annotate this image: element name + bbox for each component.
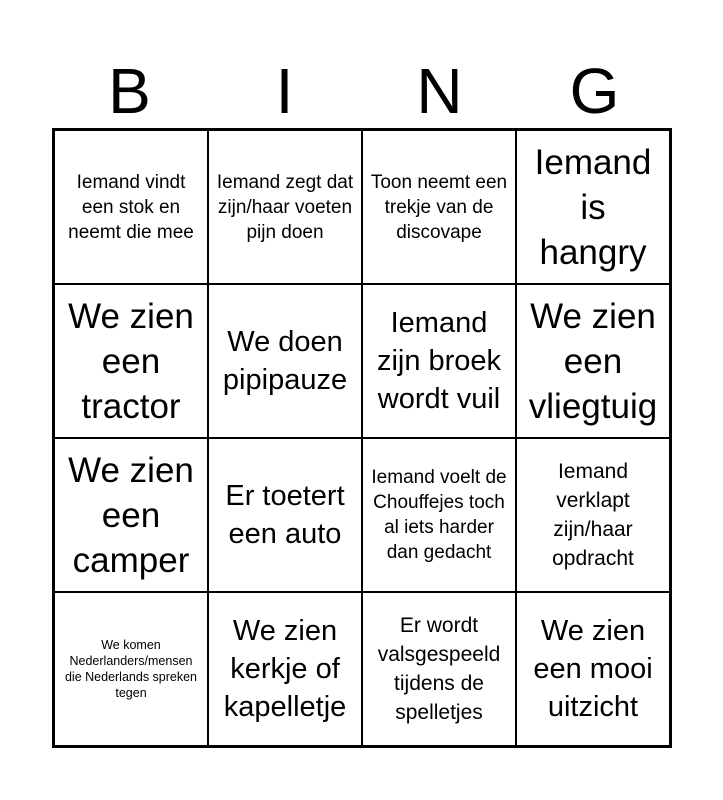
bingo-cell-r2c1[interactable] xyxy=(54,284,208,438)
cell-text: We zien kerkje of kapelletje xyxy=(223,615,347,723)
bingo-grid xyxy=(52,128,672,748)
bingo-cell-r4c2[interactable] xyxy=(208,592,362,746)
bingo-header xyxy=(52,55,672,127)
cell-text: Er wordt valsgespeeld tijdens de spelletjes xyxy=(377,614,501,724)
header-letter-i: I xyxy=(275,55,294,127)
bingo-cell-r1c3[interactable] xyxy=(362,130,516,284)
bingo-cell-r2c4[interactable] xyxy=(516,284,670,438)
bingo-cell-r4c3[interactable] xyxy=(362,592,516,746)
cell-text: We komen Nederlanders/mensen die Nederlands spreken tegen xyxy=(64,638,198,700)
cell-text: Iemand verklapt zijn/haar opdracht xyxy=(552,460,634,570)
bingo-cell-r3c3[interactable] xyxy=(362,438,516,592)
cell-text: We zien een mooi uitzicht xyxy=(533,615,653,723)
cell-text: Iemand zijn broek wordt vuil xyxy=(376,307,502,415)
bingo-cell-r1c2[interactable] xyxy=(208,130,362,284)
bingo-cell-r2c2[interactable] xyxy=(208,284,362,438)
bingo-cell-r3c1[interactable] xyxy=(54,438,208,592)
bingo-cell-r3c4[interactable] xyxy=(516,438,670,592)
bingo-cell-r2c3[interactable] xyxy=(362,284,516,438)
cell-text: Iemand is hangry xyxy=(534,142,652,272)
cell-text: We zien een camper xyxy=(68,450,194,580)
cell-text: We zien een vliegtuig xyxy=(528,296,658,426)
cell-text: Toon neemt een trekje van de discovape xyxy=(370,171,508,243)
header-letter-b: B xyxy=(108,55,151,127)
cell-text: Er toetert een auto xyxy=(225,480,345,550)
header-letter-n: N xyxy=(416,55,463,127)
cell-text: Iemand zegt dat zijn/haar voeten pijn doen xyxy=(216,171,354,243)
bingo-cell-r4c4[interactable] xyxy=(516,592,670,746)
cell-text: We zien een tractor xyxy=(68,296,194,426)
bingo-cell-r3c2[interactable] xyxy=(208,438,362,592)
cell-text: We doen pipipauze xyxy=(222,326,348,396)
cell-text: Iemand voelt de Chouffejes toch al iets harder dan gedacht xyxy=(371,467,507,563)
header-letter-g: G xyxy=(569,55,620,127)
bingo-cell-r4c1[interactable] xyxy=(54,592,208,746)
bingo-cell-r1c1[interactable] xyxy=(54,130,208,284)
bingo-cell-r1c4[interactable] xyxy=(516,130,670,284)
cell-text: Iemand vindt een stok en neemt die mee xyxy=(68,171,194,243)
